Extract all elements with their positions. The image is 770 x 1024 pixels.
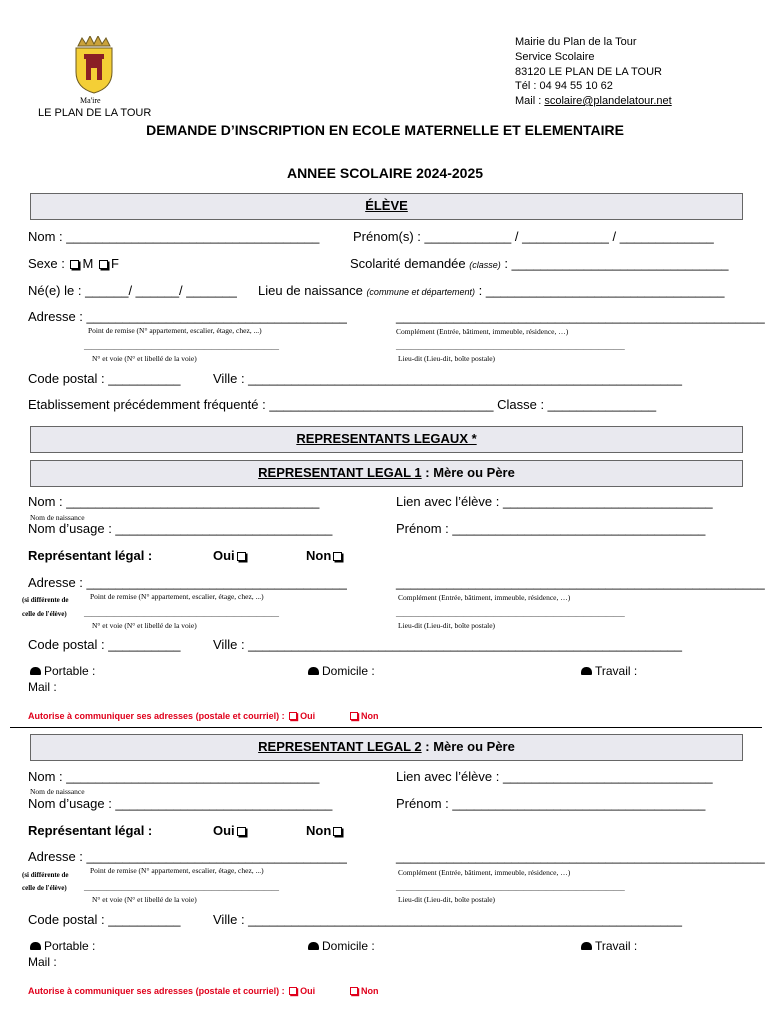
rep2-ville[interactable]: Ville : ____________________________________________________________	[213, 912, 682, 927]
rep2-title-suffix: : Mère ou Père	[421, 739, 515, 754]
sexe-m-checkbox[interactable]	[70, 260, 79, 269]
rep2-non[interactable]	[306, 823, 345, 838]
eleve-num-voie: N° et voie (N° et libellé de la voie)	[92, 354, 197, 363]
rep1-rep-legal: Représentant légal :	[28, 548, 153, 563]
rep1-adresse[interactable]: Adresse : ____________________________________	[28, 575, 347, 590]
rep2-oui[interactable]	[213, 823, 249, 838]
phone-icon	[308, 942, 319, 950]
eleve-scolarite[interactable]	[350, 256, 729, 271]
rep2-mail[interactable]: Mail :	[28, 955, 57, 969]
town-logo	[70, 36, 118, 94]
rep2-lieu-dit: Lieu-dit (Lieu-dit, boîte postale)	[398, 895, 496, 904]
rep2-lien[interactable]: Lien avec l’élève : _____________________________	[396, 769, 713, 784]
eleve-nom[interactable]: Nom : ___________________________________	[28, 229, 320, 244]
phone-icon	[581, 942, 592, 950]
lieu-line: : _________________________________	[478, 283, 725, 298]
rep2-voie-line[interactable]: ____________________________________________________	[84, 883, 279, 892]
rep1-autorise-oui: Oui	[300, 711, 316, 721]
rep1-si-diff: (si différente de	[22, 596, 69, 604]
lieu-hint: (commune et département)	[366, 287, 475, 297]
rep2-prenom[interactable]: Prénom : ___________________________________	[396, 796, 706, 811]
rep2-num-voie: N° et voie (N° et libellé de la voie)	[92, 895, 197, 904]
rep1-portable[interactable]	[30, 664, 95, 678]
scolarite-line: : ______________________________	[504, 256, 729, 271]
page-title: DEMANDE D’INSCRIPTION EN ECOLE MATERNELLE ET ELEMENTAIRE	[146, 122, 624, 138]
rep1-portable-label: Portable :	[44, 664, 96, 678]
eleve-adresse-right[interactable]: ___________________________________________________	[396, 309, 765, 324]
eleve-voie-line[interactable]: ____________________________________________________	[84, 342, 279, 351]
scolarite-label: Scolarité demandée	[350, 256, 466, 271]
phone-icon	[30, 942, 41, 950]
rep2-si-diff: (si différente de	[22, 871, 69, 879]
rep1-ville[interactable]: Ville : ____________________________________________________________	[213, 637, 682, 652]
rep2-domicile[interactable]	[308, 939, 375, 953]
rep1-num-voie: N° et voie (N° et libellé de la voie)	[92, 621, 197, 630]
phone-icon	[308, 667, 319, 675]
rep1-non[interactable]	[306, 548, 345, 563]
sexe-f-checkbox[interactable]	[99, 260, 108, 269]
eleve-sexe	[28, 256, 119, 271]
rep2-adresse-right[interactable]: ___________________________________________________	[396, 849, 765, 864]
rep2-travail[interactable]	[581, 939, 637, 953]
rep1-point-remise: Point de remise (N° appartement, escalier, étage, chez, ...)	[90, 592, 264, 601]
rep2-non-label: Non	[306, 823, 332, 838]
rep2-rep-legal: Représentant légal :	[28, 823, 153, 838]
rep2-point-remise: Point de remise (N° appartement, escalier, étage, chez, ...)	[90, 866, 264, 875]
rep1-autorise-non: Non	[361, 711, 379, 721]
lieu-label: Lieu de naissance	[258, 283, 363, 298]
eleve-lieu-naissance[interactable]	[258, 283, 724, 298]
rep2-lieudit-line[interactable]: _____________________________________________________________	[396, 883, 625, 892]
sexe-m-label: M	[82, 256, 94, 271]
rep1-oui-label: Oui	[213, 548, 235, 563]
rep1-travail-label: Travail :	[595, 664, 638, 678]
rep1-autorise-label: Autorise à communiquer ses adresses (postale et courriel) :	[28, 711, 285, 721]
scolarite-hint: (classe)	[469, 260, 501, 270]
rep2-code-postal[interactable]: Code postal : __________	[28, 912, 181, 927]
rep1-title: REPRESENTANT LEGAL 1	[258, 465, 422, 480]
eleve-point-remise: Point de remise (N° appartement, escalier, étage, chez, ...)	[88, 326, 262, 335]
section-eleve	[30, 193, 743, 220]
rep1-oui[interactable]	[213, 548, 249, 563]
town-name: LE PLAN DE LA TOUR	[38, 107, 152, 119]
section-rep2	[30, 734, 743, 761]
school-year: ANNEE SCOLAIRE 2024-2025	[286, 165, 484, 181]
eleve-etablissement[interactable]: Etablissement précédemment fréquenté : _______________________________ Classe : _______________	[28, 397, 657, 412]
rep1-prenom[interactable]: Prénom : ___________________________________	[396, 521, 706, 536]
address-line-1: Mairie du Plan de la Tour	[515, 36, 637, 48]
rep2-domicile-label: Domicile :	[322, 939, 375, 953]
rep2-complement: Complément (Entrée, bâtiment, immeuble, résidence, …)	[398, 868, 571, 877]
rep2-portable[interactable]	[30, 939, 95, 953]
rep1-nom[interactable]: Nom : ___________________________________	[28, 494, 320, 509]
divider	[10, 727, 762, 728]
rep1-celle: celle de l'élève)	[22, 610, 67, 618]
section-representants-title: REPRESENTANTS LEGAUX *	[296, 431, 477, 446]
eleve-adresse[interactable]: Adresse : ____________________________________	[28, 309, 347, 324]
rep1-mail[interactable]: Mail :	[28, 680, 57, 694]
rep1-lien[interactable]: Lien avec l’élève : _____________________________	[396, 494, 713, 509]
eleve-lieudit-line[interactable]: _____________________________________________________________	[396, 342, 625, 351]
eleve-lieu-dit: Lieu-dit (Lieu-dit, boîte postale)	[398, 354, 496, 363]
mail-link[interactable]: scolaire@plandelatour.net	[544, 95, 672, 107]
rep1-complement: Complément (Entrée, bâtiment, immeuble, résidence, …)	[398, 593, 571, 602]
phone-icon	[581, 667, 592, 675]
rep2-nom-naissance: Nom de naissance	[30, 787, 85, 796]
rep2-nom-usage[interactable]: Nom d’usage : ______________________________	[28, 796, 333, 811]
sexe-f-label: F	[110, 256, 119, 271]
address-line-2: Service Scolaire	[515, 51, 595, 63]
rep2-autorise-label: Autorise à communiquer ses adresses (postale et courriel) :	[28, 986, 285, 996]
eleve-date-naissance[interactable]: Né(e) le : ______/ ______/ _______	[28, 283, 237, 298]
rep2-autorise-non-checkbox[interactable]	[350, 987, 358, 995]
rep1-lieu-dit: Lieu-dit (Lieu-dit, boîte postale)	[398, 621, 496, 630]
eleve-code-postal[interactable]: Code postal : __________	[28, 371, 181, 386]
section-representants	[30, 426, 743, 453]
rep1-nom-usage[interactable]: Nom d’usage : ______________________________	[28, 521, 333, 536]
eleve-ville[interactable]: Ville : ____________________________________________________________	[213, 371, 682, 386]
rep2-autorise-non: Non	[361, 986, 379, 996]
logo-text: Ma'ire	[80, 96, 101, 105]
rep2-nom[interactable]: Nom : ___________________________________	[28, 769, 320, 784]
eleve-prenom[interactable]: Prénom(s) : ____________ / ____________ / _____________	[353, 229, 714, 244]
rep2-portable-label: Portable :	[44, 939, 96, 953]
phone-icon	[30, 667, 41, 675]
rep1-non-checkbox[interactable]	[333, 552, 342, 561]
rep1-code-postal[interactable]: Code postal : __________	[28, 637, 181, 652]
rep1-lieudit-line[interactable]: _____________________________________________________________	[396, 609, 625, 618]
rep1-voie-line[interactable]: ____________________________________________________	[84, 609, 279, 618]
rep1-title-suffix: : Mère ou Père	[421, 465, 515, 480]
rep1-domicile-label: Domicile :	[322, 664, 375, 678]
rep1-non-label: Non	[306, 548, 332, 563]
rep2-adresse[interactable]: Adresse : ____________________________________	[28, 849, 347, 864]
rep2-autorise	[28, 986, 315, 996]
rep2-oui-label: Oui	[213, 823, 235, 838]
mail-label: Mail :	[515, 95, 545, 107]
sexe-label: Sexe :	[28, 256, 65, 271]
rep1-autorise-non-wrap[interactable]	[348, 711, 379, 721]
rep1-oui-checkbox[interactable]	[237, 552, 246, 561]
rep1-autorise-oui-checkbox[interactable]	[289, 712, 297, 720]
eleve-complement: Complément (Entrée, bâtiment, immeuble, résidence, …)	[396, 327, 569, 336]
mail-line	[515, 95, 672, 107]
address-line-3: 83120 LE PLAN DE LA TOUR	[515, 66, 662, 78]
rep1-travail[interactable]	[581, 664, 637, 678]
rep2-celle: celle de l'élève)	[22, 884, 67, 892]
rep2-travail-label: Travail :	[595, 939, 638, 953]
rep1-domicile[interactable]	[308, 664, 375, 678]
rep2-oui-checkbox[interactable]	[237, 827, 246, 836]
rep2-autorise-oui: Oui	[300, 986, 316, 996]
rep1-autorise	[28, 711, 315, 721]
rep1-nom-naissance: Nom de naissance	[30, 513, 85, 522]
rep2-title: REPRESENTANT LEGAL 2	[258, 739, 422, 754]
rep1-adresse-right[interactable]: ___________________________________________________	[396, 575, 765, 590]
address-line-4: Tél : 04 94 55 10 62	[515, 80, 613, 92]
rep1-autorise-non-checkbox[interactable]	[350, 712, 358, 720]
section-eleve-title: ÉLÈVE	[365, 198, 408, 213]
rep2-autorise-oui-checkbox[interactable]	[289, 987, 297, 995]
section-rep1	[30, 460, 743, 487]
rep2-autorise-non-wrap[interactable]	[348, 986, 379, 996]
rep2-non-checkbox[interactable]	[333, 827, 342, 836]
